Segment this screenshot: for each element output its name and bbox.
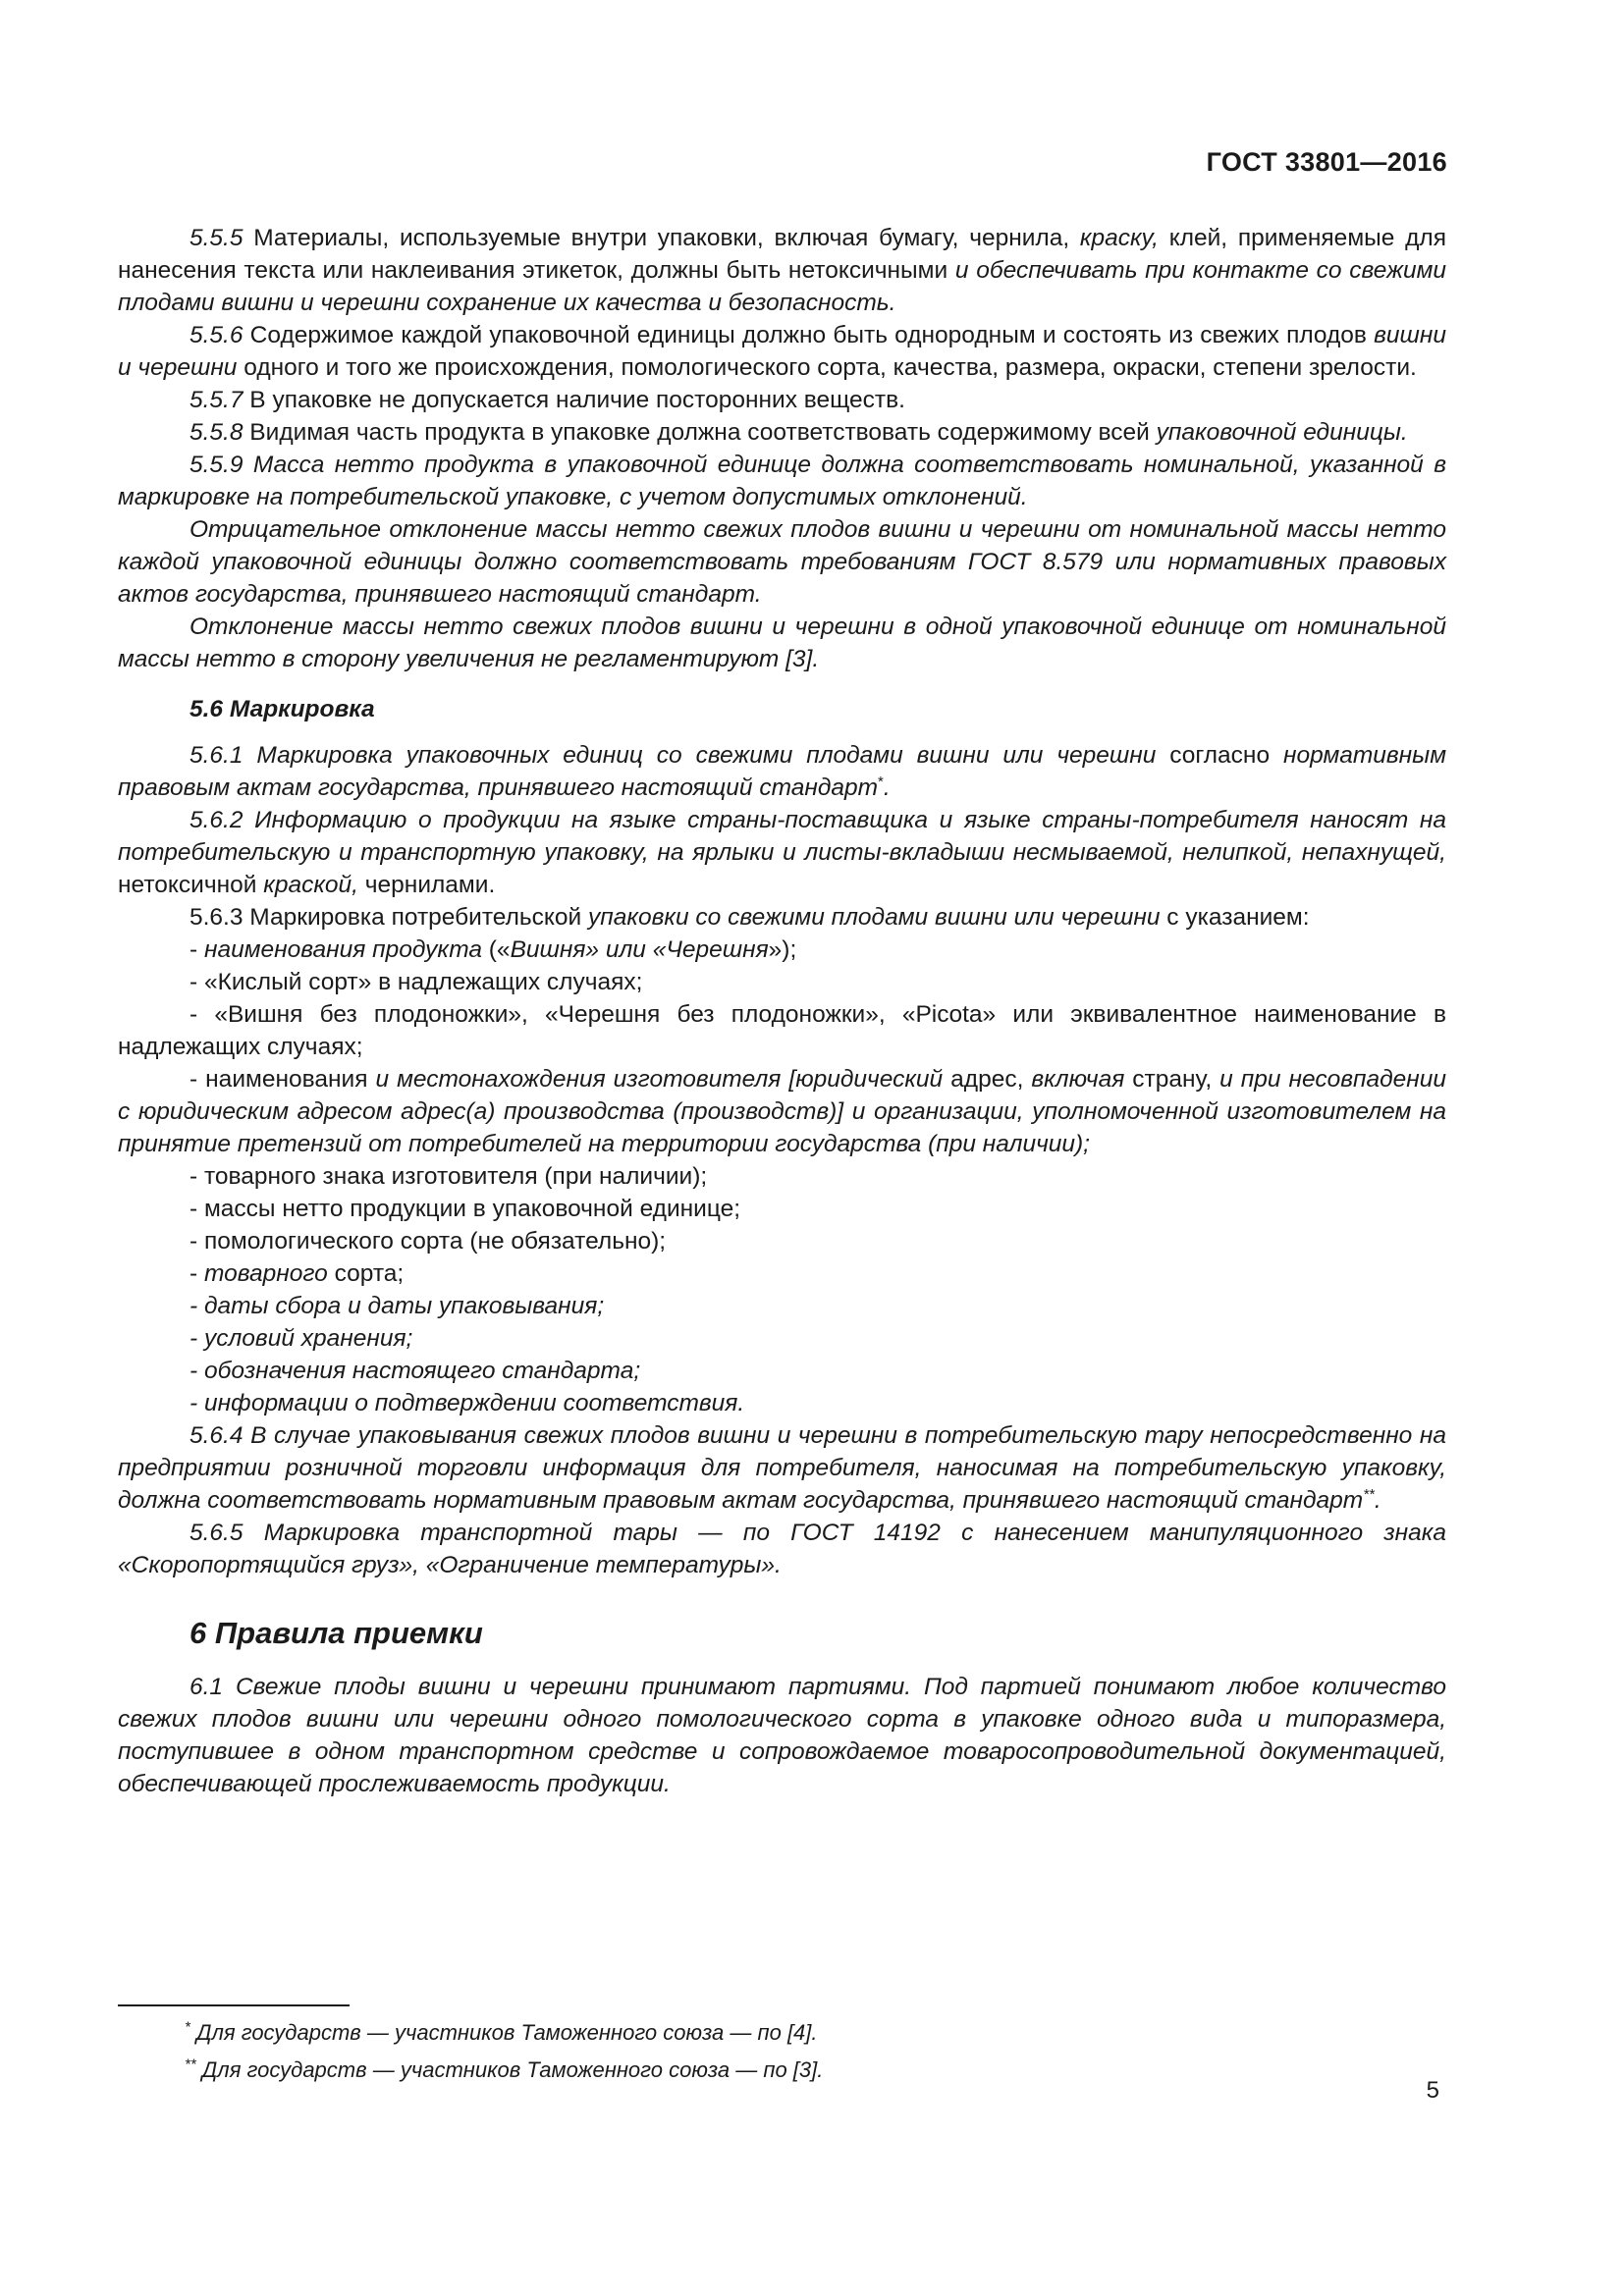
text-run: и при несовпадении с юридическим адресом адрес(а) производства (производств)] и организации, уполномоченной изготовителем на принятие претензий от потребителей на территории государства (при наличии); xyxy=(118,1066,1447,1157)
footnotes xyxy=(185,2014,1363,2089)
list-item xyxy=(118,934,1446,966)
paragraph-5-5-7 xyxy=(118,384,1446,416)
footnote xyxy=(185,2014,1363,2052)
text-run: - xyxy=(189,1260,204,1287)
page-number: 5 xyxy=(1426,2077,1439,2104)
paragraph-5-6-1 xyxy=(118,739,1446,804)
footnote-divider xyxy=(118,2004,350,2006)
text-run: краску, xyxy=(1079,225,1159,251)
text-run: чернилами. xyxy=(357,872,496,898)
paragraph-6-1: 6.1 Свежие плоды вишни и черешни принимают партиями. Под партией понимают любое количество свежих плодов вишни или черешни одного помологического сорта в упаковке одного вида и типоразмера, поступившее в одном транспортном средстве и сопровождаемое товаросопроводительной документацией, обеспечивающей прослеживаемость продукции. xyxy=(118,1674,1446,1797)
text-run: сорта; xyxy=(327,1260,405,1287)
list-item xyxy=(118,1257,1446,1290)
clause-number: 5.5.8 xyxy=(189,419,244,446)
text-run: товарного xyxy=(203,1260,328,1287)
text-run: В упаковке не допускается наличие посторонних веществ. xyxy=(243,387,905,413)
text-run: 5.6.3 Маркировка потребительской xyxy=(189,904,589,931)
list-item: - условий хранения; xyxy=(189,1325,413,1352)
text-run: упаковочной единицы. xyxy=(1156,419,1408,446)
text-run: 5.6.2 Информацию о продукции на языке страны-поставщика и языке страны-потребителя наносят на потребительскую и транспортную упаковку, на ярлыки и листы-вкладыши несмываемой, нелипкой, непахнущей, xyxy=(118,807,1446,866)
text-run: Содержимое каждой упаковочной единицы должно быть однородным и состоять из свежих плодов xyxy=(243,322,1375,348)
paragraph-5-6-3 xyxy=(118,901,1446,934)
list-item: - «Кислый сорт» в надлежащих случаях; xyxy=(189,969,643,995)
paragraph-5-6-5: 5.6.5 Маркировка транспортной тары — по ГОСТ 14192 с нанесением манипуляционного знака «Скоропортящийся груз», «Ограничение температуры». xyxy=(118,1520,1446,1578)
paragraph-5-5-9-negative-deviation: Отрицательное отклонение массы нетто свежих плодов вишни и черешни от номинальной массы нетто каждой упаковочной единицы должно соответствовать требованиям ГОСТ 8.579 или нормативных правовых актов государства, принявшего настоящий стандарт. xyxy=(118,516,1446,608)
paragraph-5-6-2 xyxy=(118,804,1446,901)
text-run: 5.6.1 Маркировка упаковочных единиц со свежими плодами вишни или черешни xyxy=(189,742,1157,769)
text-run: страну, xyxy=(1124,1066,1220,1093)
text-run: нетоксичной xyxy=(118,872,264,898)
text-run: Видимая часть продукта в упаковке должна соответствовать содержимому всей xyxy=(243,419,1157,446)
text-run: Материалы, используемые внутри упаковки, включая бумагу, чернила, xyxy=(243,225,1080,251)
text-run: краской, xyxy=(263,872,358,898)
list-item: - обозначения настоящего стандарта; xyxy=(189,1358,641,1384)
footnote-text: Для государств — участников Таможенного союза — по [4]. xyxy=(189,2020,818,2045)
text-run: адрес, xyxy=(943,1066,1032,1093)
text-run: Вишня» или «Черешня xyxy=(510,936,769,963)
text-run: . xyxy=(883,774,891,801)
footnote-mark: * xyxy=(185,2018,190,2036)
text-run: и обеспечивать при контакте со свежими плодами вишни и черешни сохранение их качества и безопасность. xyxy=(118,257,1446,316)
text-run: с указанием: xyxy=(1160,904,1310,931)
document-body xyxy=(118,222,1446,1800)
footnote-ref: ** xyxy=(1363,1485,1375,1503)
list-item: - помологического сорта (не обязательно); xyxy=(189,1228,667,1255)
text-run: »); xyxy=(768,936,797,963)
list-item xyxy=(118,1063,1446,1160)
clause-number: 5.5.5 xyxy=(189,225,244,251)
footnote-ref: * xyxy=(878,773,884,790)
footnote-mark: ** xyxy=(185,2056,196,2073)
section-heading-6: 6 Правила приемки xyxy=(189,1616,483,1650)
subsection-heading-5-6: 5.6 Маркировка xyxy=(189,696,375,722)
paragraph-5-5-9-positive-deviation: Отклонение массы нетто свежих плодов вишни и черешни в одной упаковочной единице от номинальной массы нетто в сторону увеличения не регламентируют [3]. xyxy=(118,614,1446,672)
text-run: . xyxy=(1374,1487,1381,1514)
text-run: - xyxy=(189,936,204,963)
text-run: - наименования xyxy=(189,1066,376,1093)
clause-number: 5.5.7 xyxy=(189,387,244,413)
text-run: согласно xyxy=(1156,742,1283,769)
text-run: клей, применяемые для нанесения текста или наклеивания этикеток, должны быть нетоксичными xyxy=(118,225,1446,284)
clause-number: 5.5.6 xyxy=(189,322,244,348)
text-run: одного и того же происхождения, помологического сорта, качества, размера, окраски, степени зрелости. xyxy=(237,354,1417,381)
text-run: 5.6.4 В случае упаковывания свежих плодов вишни и черешни в потребительскую тару непосредственно на предприятии розничной торговли информация для потребителя, наносимая на потребительскую упаковку, должна соответствовать нормативным правовым актам государства, принявшего настоящий стандарт xyxy=(118,1422,1446,1514)
text-run: наименования продукта xyxy=(203,936,482,963)
list-item: - «Вишня без плодоножки», «Черешня без плодоножки», «Picota» или эквивалентное наименование в надлежащих случаях; xyxy=(118,1001,1446,1060)
text-run: включая xyxy=(1031,1066,1125,1093)
paragraph-5-5-6 xyxy=(118,319,1446,384)
list-item: - товарного знака изготовителя (при наличии); xyxy=(189,1163,708,1190)
text-run: нормативным правовым актам государства, принявшего настоящий стандарт xyxy=(118,742,1446,801)
text-run: вишни и черешни xyxy=(118,322,1446,381)
footnote-text: Для государств — участников Таможенного союза — по [3]. xyxy=(195,2057,824,2082)
text-run: упаковки со свежими плодами вишни или черешни xyxy=(588,904,1161,931)
paragraph-5-6-4 xyxy=(118,1419,1446,1517)
text-run: и местонахождения изготовителя [юридический xyxy=(375,1066,944,1093)
list-item: - даты сбора и даты упаковывания; xyxy=(189,1293,605,1319)
document-id-header: ГОСТ 33801—2016 xyxy=(1206,147,1447,177)
list-item: - массы нетто продукции в упаковочной единице; xyxy=(189,1196,741,1222)
footnote xyxy=(185,2052,1363,2089)
text-run: (« xyxy=(481,936,511,963)
paragraph-5-5-9: 5.5.9 Масса нетто продукта в упаковочной единице должна соответствовать номинальной, указанной в маркировке на потребительской упаковке, с учетом допустимых отклонений. xyxy=(118,452,1446,510)
list-item: - информации о подтверждении соответствия. xyxy=(189,1390,745,1416)
paragraph-5-5-8 xyxy=(118,416,1446,449)
paragraph-5-5-5 xyxy=(118,222,1446,319)
